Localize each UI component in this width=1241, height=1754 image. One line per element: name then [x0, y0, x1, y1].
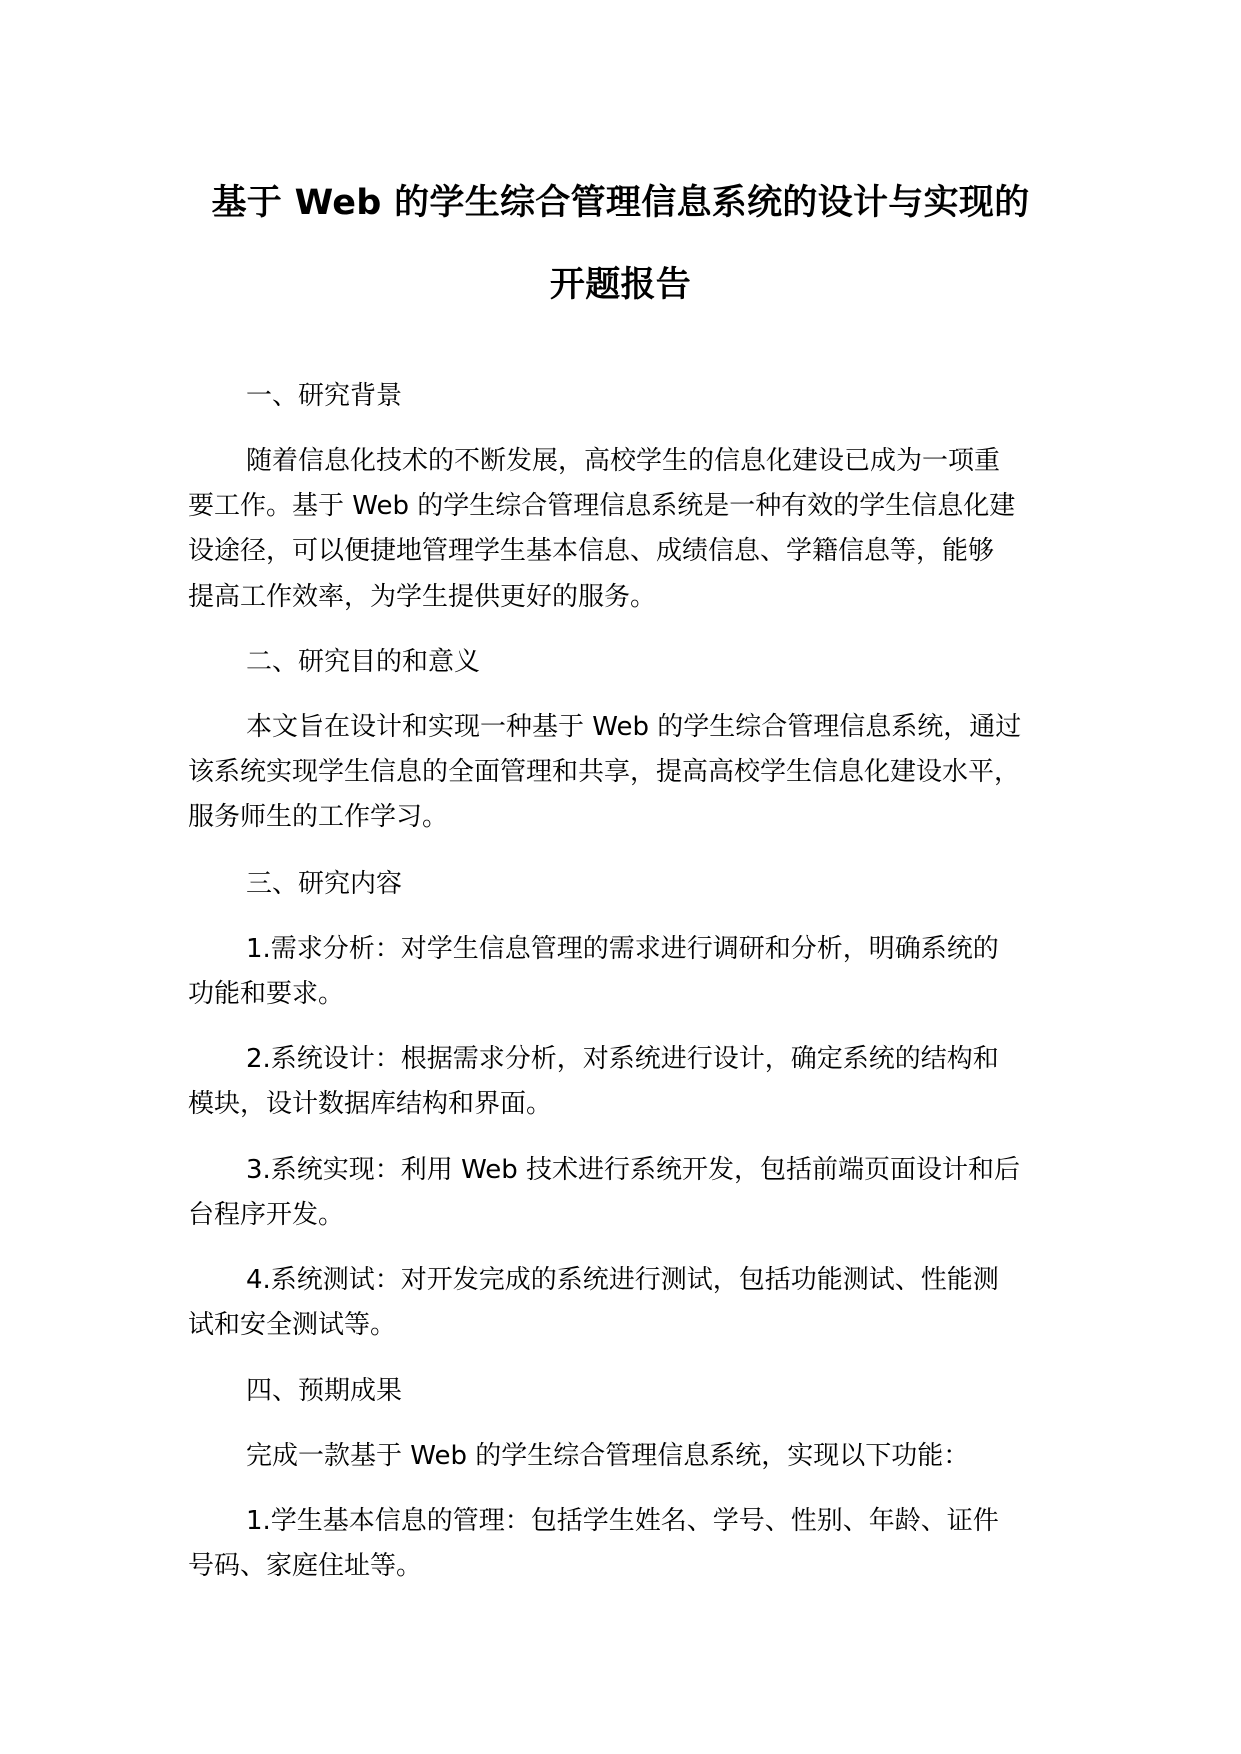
document-title-line-2: 开题报告	[549, 265, 692, 305]
paragraph-line: 随着信息化技术的不断发展，高校学生的信息化建设已成为一项重	[246, 446, 1001, 476]
section-heading-background: 一、研究背景	[246, 381, 403, 411]
list-item-line: 试和安全测试等。	[188, 1310, 397, 1340]
paragraph-line: 服务师生的工作学习。	[188, 802, 449, 832]
list-item-line: 台程序开发。	[188, 1200, 345, 1230]
section-heading-content: 三、研究内容	[246, 869, 403, 899]
list-item-line: 4.系统测试：对开发完成的系统进行测试，包括功能测试、性能测	[246, 1265, 999, 1295]
document-title-line-1: 基于 Web 的学生综合管理信息系统的设计与实现的	[211, 183, 1030, 223]
section-heading-purpose: 二、研究目的和意义	[246, 647, 481, 677]
list-item-line: 1.需求分析：对学生信息管理的需求进行调研和分析，明确系统的	[246, 934, 999, 964]
paragraph-line: 要工作。基于 Web 的学生综合管理信息系统是一种有效的学生信息化建	[188, 491, 1016, 521]
section-heading-results: 四、预期成果	[246, 1376, 403, 1406]
paragraph-line: 完成一款基于 Web 的学生综合管理信息系统，实现以下功能：	[246, 1441, 970, 1471]
list-item-line: 号码、家庭住址等。	[188, 1551, 423, 1581]
paragraph-line: 本文旨在设计和实现一种基于 Web 的学生综合管理信息系统，通过	[246, 712, 1022, 742]
list-item-line: 功能和要求。	[188, 979, 345, 1009]
paragraph-line: 设途径，可以便捷地管理学生基本信息、成绩信息、学籍信息等，能够	[188, 536, 995, 566]
list-item-line: 1.学生基本信息的管理：包括学生姓名、学号、性别、年龄、证件	[246, 1506, 999, 1536]
paragraph-line: 提高工作效率，为学生提供更好的服务。	[188, 582, 657, 612]
list-item-line: 模块，设计数据库结构和界面。	[188, 1089, 553, 1119]
list-item-line: 2.系统设计：根据需求分析，对系统进行设计，确定系统的结构和	[246, 1044, 999, 1074]
list-item-line: 3.系统实现：利用 Web 技术进行系统开发，包括前端页面设计和后	[246, 1155, 1021, 1185]
paragraph-line: 该系统实现学生信息的全面管理和共享，提高高校学生信息化建设水平，	[188, 757, 1021, 787]
